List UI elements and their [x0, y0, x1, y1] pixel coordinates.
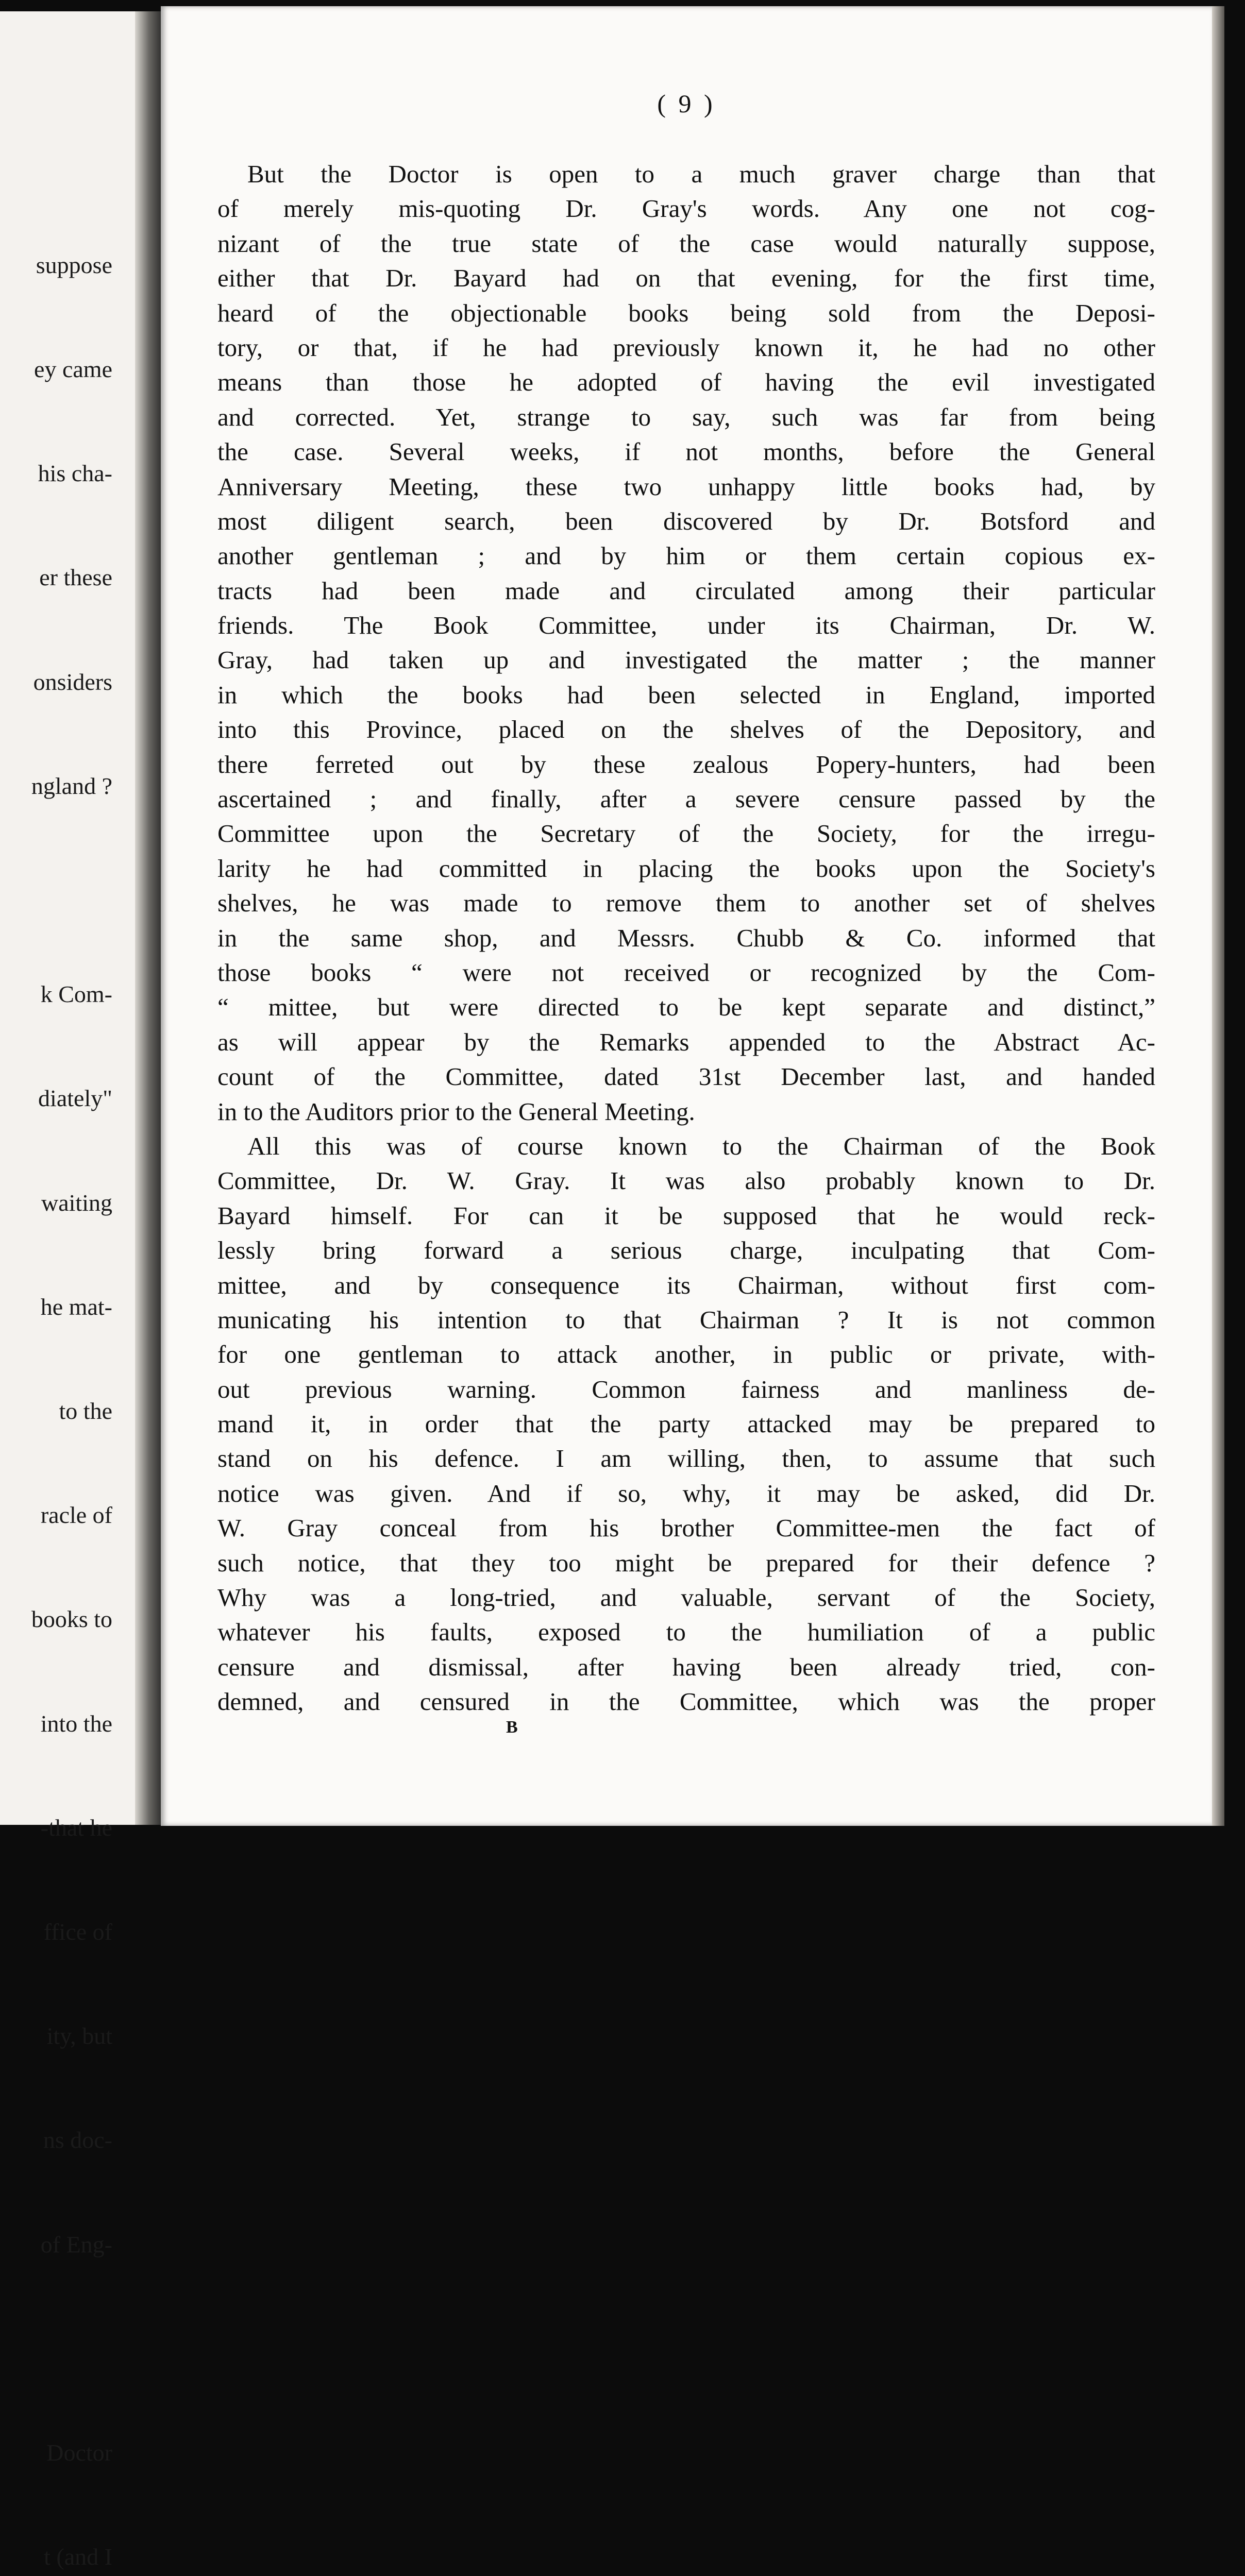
text-line: mittee, and by consequence its Chairman, without first com-	[217, 1270, 1155, 1299]
text-line: censure and dismissal, after having been already tried, con-	[217, 1652, 1155, 1681]
left-line: er these	[39, 564, 112, 591]
left-line	[27, 873, 112, 907]
text-line: means than those he adopted of having the evil investigated	[217, 368, 1155, 397]
text-line: heard of the objectionable books being sold from the Deposi-	[217, 298, 1155, 327]
text-line: the case. Several weeks, if not months, before the General	[217, 437, 1155, 466]
text-line: W. Gray conceal from his brother Committee-men the fact of	[217, 1514, 1155, 1543]
text-line: nizant of the true state of the case would naturally suppose,	[217, 229, 1155, 258]
left-line: books to	[31, 1606, 112, 1633]
text-line: of merely mis-quoting Dr. Gray's words. Any one not cog-	[217, 194, 1155, 223]
text-line: ascertained ; and finally, after a severe censure passed by the	[217, 785, 1155, 814]
left-line: ity, but	[46, 2023, 112, 2049]
left-line: to the	[59, 1398, 112, 1425]
text-line: notice was given. And if so, why, it may be asked, did Dr.	[217, 1479, 1155, 1507]
text-line: All this was of course known to the Chairman of the Book	[247, 1131, 1155, 1160]
text-line: “ mittee, but were directed to be kept separate and distinct,”	[217, 993, 1155, 1022]
left-line: -that he	[40, 1814, 112, 1841]
text-line: Gray, had taken up and investigated the matter ; the manner	[217, 646, 1155, 674]
left-line: Doctor	[46, 2439, 112, 2466]
text-line: shelves, he was made to remove them to another set of shelves	[217, 889, 1155, 918]
left-line: into the	[40, 1710, 112, 1737]
left-line: ns doc-	[43, 2127, 112, 2154]
left-line: his cha-	[38, 460, 112, 487]
signature-mark: B	[506, 1718, 518, 1737]
text-line: such notice, that they too might be prepared for their defence ?	[217, 1548, 1155, 1577]
left-line: k Com-	[40, 981, 112, 1008]
text-line: out previous warning. Common fairness and manliness de-	[217, 1375, 1155, 1403]
text-line: Anniversary Meeting, these two unhappy little books had, by	[217, 472, 1155, 501]
text-line: lessly bring forward a serious charge, inculpating that Com-	[217, 1236, 1155, 1265]
text-line: for one gentleman to attack another, in public or private, with-	[217, 1340, 1155, 1369]
page-number: ( 9 )	[657, 89, 716, 118]
left-line	[27, 2331, 112, 2366]
text-line: demned, and censured in the Committee, which was the proper	[217, 1687, 1155, 1716]
left-line: ffice of	[43, 1919, 112, 1945]
text-line: count of the Committee, dated 31st December last, and handed	[217, 1062, 1155, 1091]
text-line: whatever his faults, exposed to the humiliation of a public	[217, 1618, 1155, 1647]
text-line: But the Doctor is open to a much graver charge than that	[247, 160, 1155, 188]
left-line: t (and I	[44, 2544, 112, 2570]
text-line: into this Province, placed on the shelves of the Depository, and	[217, 715, 1155, 744]
text-line: Committee, Dr. W. Gray. It was also probably known to Dr.	[217, 1166, 1155, 1195]
page-edge-shadow	[1212, 6, 1224, 1826]
text-line: Committee upon the Secretary of the Society, for the irregu-	[217, 819, 1155, 848]
text-line: another gentleman ; and by him or them certain copious ex-	[217, 541, 1155, 570]
text-line: mand it, in order that the party attacked may be prepared to	[217, 1410, 1155, 1438]
text-line: tracts had been made and circulated among their particular	[217, 576, 1155, 605]
left-line: racle of	[40, 1502, 112, 1529]
text-line: as will appear by the Remarks appended to the Abstract Ac-	[217, 1027, 1155, 1056]
text-line: most diligent search, been discovered by Dr. Botsford and	[217, 506, 1155, 535]
text-line: in the same shop, and Messrs. Chubb & Co. informed that	[217, 923, 1155, 952]
left-facing-page	[0, 11, 145, 2570]
text-line: in which the books had been selected in England, imported	[217, 680, 1155, 709]
text-line: either that Dr. Bayard had on that evening, for the first time,	[217, 264, 1155, 293]
left-line: suppose	[36, 251, 112, 278]
text-line: friends. The Book Committee, under its Chairman, Dr. W.	[217, 611, 1155, 640]
text-line: Why was a long-tried, and valuable, servant of the Society,	[217, 1583, 1155, 1612]
left-page-text-fragments	[27, 178, 112, 2576]
left-line: ey came	[34, 356, 112, 383]
left-line: onsiders	[33, 668, 112, 695]
text-line: there ferreted out by these zealous Popery-hunters, had been	[217, 750, 1155, 778]
left-line: diately"	[38, 1085, 112, 1112]
text-line: municating his intention to that Chairman ? It is not common	[217, 1305, 1155, 1334]
right-page	[161, 6, 1212, 1826]
text-line: tory, or that, if he had previously known it, he had no other	[217, 333, 1155, 362]
left-line: of Eng-	[40, 2231, 112, 2258]
text-line: larity he had committed in placing the books upon the Society's	[217, 854, 1155, 883]
text-line: and corrected. Yet, strange to say, such was far from being	[217, 402, 1155, 431]
text-line: those books “ were not received or recognized by the Com-	[217, 958, 1155, 987]
body-text	[217, 157, 1155, 1719]
text-line: stand on his defence. I am willing, then, to assume that such	[217, 1444, 1155, 1473]
text-line: Bayard himself. For can it be supposed that he would reck-	[217, 1201, 1155, 1230]
left-line: ngland ?	[31, 772, 112, 799]
text-line: in to the Auditors prior to the General Meeting.	[217, 1097, 695, 1126]
left-line: he mat-	[40, 1293, 112, 1320]
left-line: waiting	[41, 1189, 112, 1216]
